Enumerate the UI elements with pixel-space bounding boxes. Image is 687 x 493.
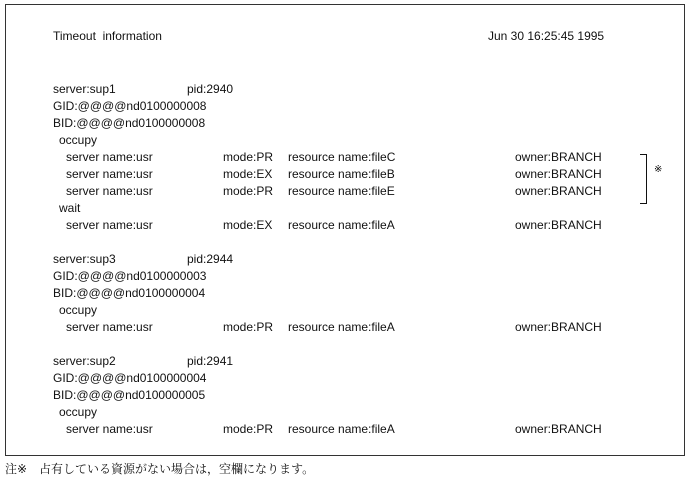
resource-name: resource name:fileC [288, 150, 396, 164]
gid-label: GID:@@@@nd0100000003 [53, 269, 207, 283]
section-label: occupy [59, 405, 98, 419]
server-name: server name:usr [66, 167, 153, 181]
resource-name: resource name:fileA [288, 422, 395, 436]
owner: owner:BRANCH [515, 184, 602, 198]
resource-name: resource name:fileA [288, 320, 395, 334]
bid-label: BID:@@@@nd0100000005 [53, 388, 206, 402]
server-label: server:sup3 [53, 252, 116, 266]
section-label: occupy [59, 133, 98, 147]
owner: owner:BRANCH [515, 150, 602, 164]
bid-label: BID:@@@@nd0100000004 [53, 286, 206, 300]
server-label: server:sup2 [53, 354, 116, 368]
pid-label: pid:2941 [187, 354, 234, 368]
gid-label: GID:@@@@nd0100000004 [53, 371, 207, 385]
mode: mode:PR [223, 422, 274, 436]
mode: mode:EX [223, 167, 273, 181]
title: Timeout information [53, 29, 162, 43]
mode: mode:EX [223, 218, 273, 232]
footnote: 注※ 占有している資源がない場合は，空欄になります。 [5, 462, 315, 476]
pid-label: pid:2940 [187, 82, 234, 96]
note-mark: ※ [654, 164, 663, 175]
server-name: server name:usr [66, 184, 153, 198]
resource-name: resource name:fileE [288, 184, 395, 198]
mode: mode:PR [223, 150, 274, 164]
owner: owner:BRANCH [515, 167, 602, 181]
resource-name: resource name:fileA [288, 218, 395, 232]
bracket [640, 154, 647, 204]
owner: owner:BRANCH [515, 422, 602, 436]
owner: owner:BRANCH [515, 218, 602, 232]
mode: mode:PR [223, 320, 274, 334]
server-label: server:sup1 [53, 82, 116, 96]
section-label: wait [59, 201, 81, 215]
bid-label: BID:@@@@nd0100000008 [53, 116, 206, 130]
resource-name: resource name:fileB [288, 167, 395, 181]
server-name: server name:usr [66, 422, 153, 436]
server-name: server name:usr [66, 150, 153, 164]
mode: mode:PR [223, 184, 274, 198]
server-name: server name:usr [66, 218, 153, 232]
datetime: Jun 30 16:25:45 1995 [488, 29, 605, 43]
section-label: occupy [59, 303, 98, 317]
owner: owner:BRANCH [515, 320, 602, 334]
server-name: server name:usr [66, 320, 153, 334]
timeout-information-panel [5, 4, 685, 456]
pid-label: pid:2944 [187, 252, 234, 266]
gid-label: GID:@@@@nd0100000008 [53, 99, 207, 113]
